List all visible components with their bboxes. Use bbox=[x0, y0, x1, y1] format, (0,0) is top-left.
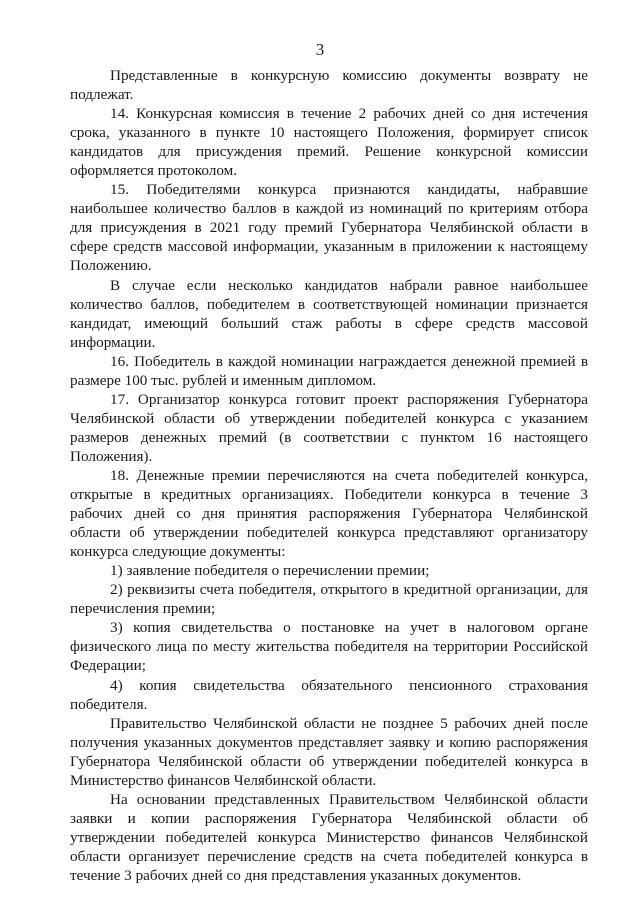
paragraph-documents-not-returned: Представленные в конкурсную комиссию документы возврату не подлежат. bbox=[70, 67, 588, 104]
paragraph-15: 15. Победителями конкурса признаются кандидаты, набравшие наибольшее количество баллов в каждой из номинаций по критериям отбора для присуждения в 2021 году премий Губернатора Челябинской области в сфере средств массовой информации, указанным в приложении к настоящему Положению. bbox=[70, 181, 588, 275]
list-item-1: 1) заявление победителя о перечислении премии; bbox=[110, 562, 430, 580]
paragraph-18: 18. Денежные премии перечисляются на счета победителей конкурса, открытые в кредитных организациях. Победители конкурса в течение 3 рабочих дней со дня принятия распоряжения Губернатора Челябинской области об утверждении победителей конкурса представляют организатору конкурса следующие документы: bbox=[70, 466, 588, 561]
paragraph-15-tie-rule: В случае если несколько кандидатов набрали равное наибольшее количество баллов, победителем в соответствующей номинации признается кандидат, имеющий больший стаж работы в сфере средств массовой информации. bbox=[70, 276, 588, 351]
paragraph-17: 17. Организатор конкурса готовит проект распоряжения Губернатора Челябинской области об утверждении победителей конкурса с указанием размеров денежных премий (в соответствии с пунктом 16 настоящего Положения). bbox=[70, 390, 588, 465]
list-item-2: 2) реквизиты счета победителя, открытого в кредитной организации, для перечисления премии; bbox=[70, 581, 588, 618]
paragraph-government-request: Правительство Челябинской области не позднее 5 рабочих дней после получения указанных документов представляет заявку и копию распоряжения Губернатора Челябинской области об утверждении победителей конкурса в Министерство финансов Челябинской области. bbox=[70, 714, 588, 789]
document-body bbox=[70, 66, 588, 885]
list-item-4: 4) копия свидетельства обязательного пенсионного страхования победителя. bbox=[70, 676, 588, 713]
list-item-3: 3) копия свидетельства о постановке на учет в налоговом органе физического лица по месту жительства победителя на территории Российской Федерации; bbox=[70, 619, 588, 675]
page-number: 3 bbox=[315, 40, 325, 59]
paragraph-14: 14. Конкурсная комиссия в течение 2 рабочих дней со дня истечения срока, указанного в пункте 10 настоящего Положения, формирует список кандидатов для присуждения премий. Решение конкурсной комиссии оформляется протоколом. bbox=[70, 105, 588, 180]
paragraph-16: 16. Победитель в каждой номинации награждается денежной премией в размере 100 тыс. рублей и именным дипломом. bbox=[70, 352, 588, 389]
paragraph-ministry-transfer: На основании представленных Правительством Челябинской области заявки и копии распоряжения Губернатора Челябинской области об утверждении победителей конкурса Министерство финансов Челябинской области организует перечисление средств на счета победителей конкурса в течение 3 рабочих дней со дня представления указанных документов. bbox=[70, 790, 588, 884]
